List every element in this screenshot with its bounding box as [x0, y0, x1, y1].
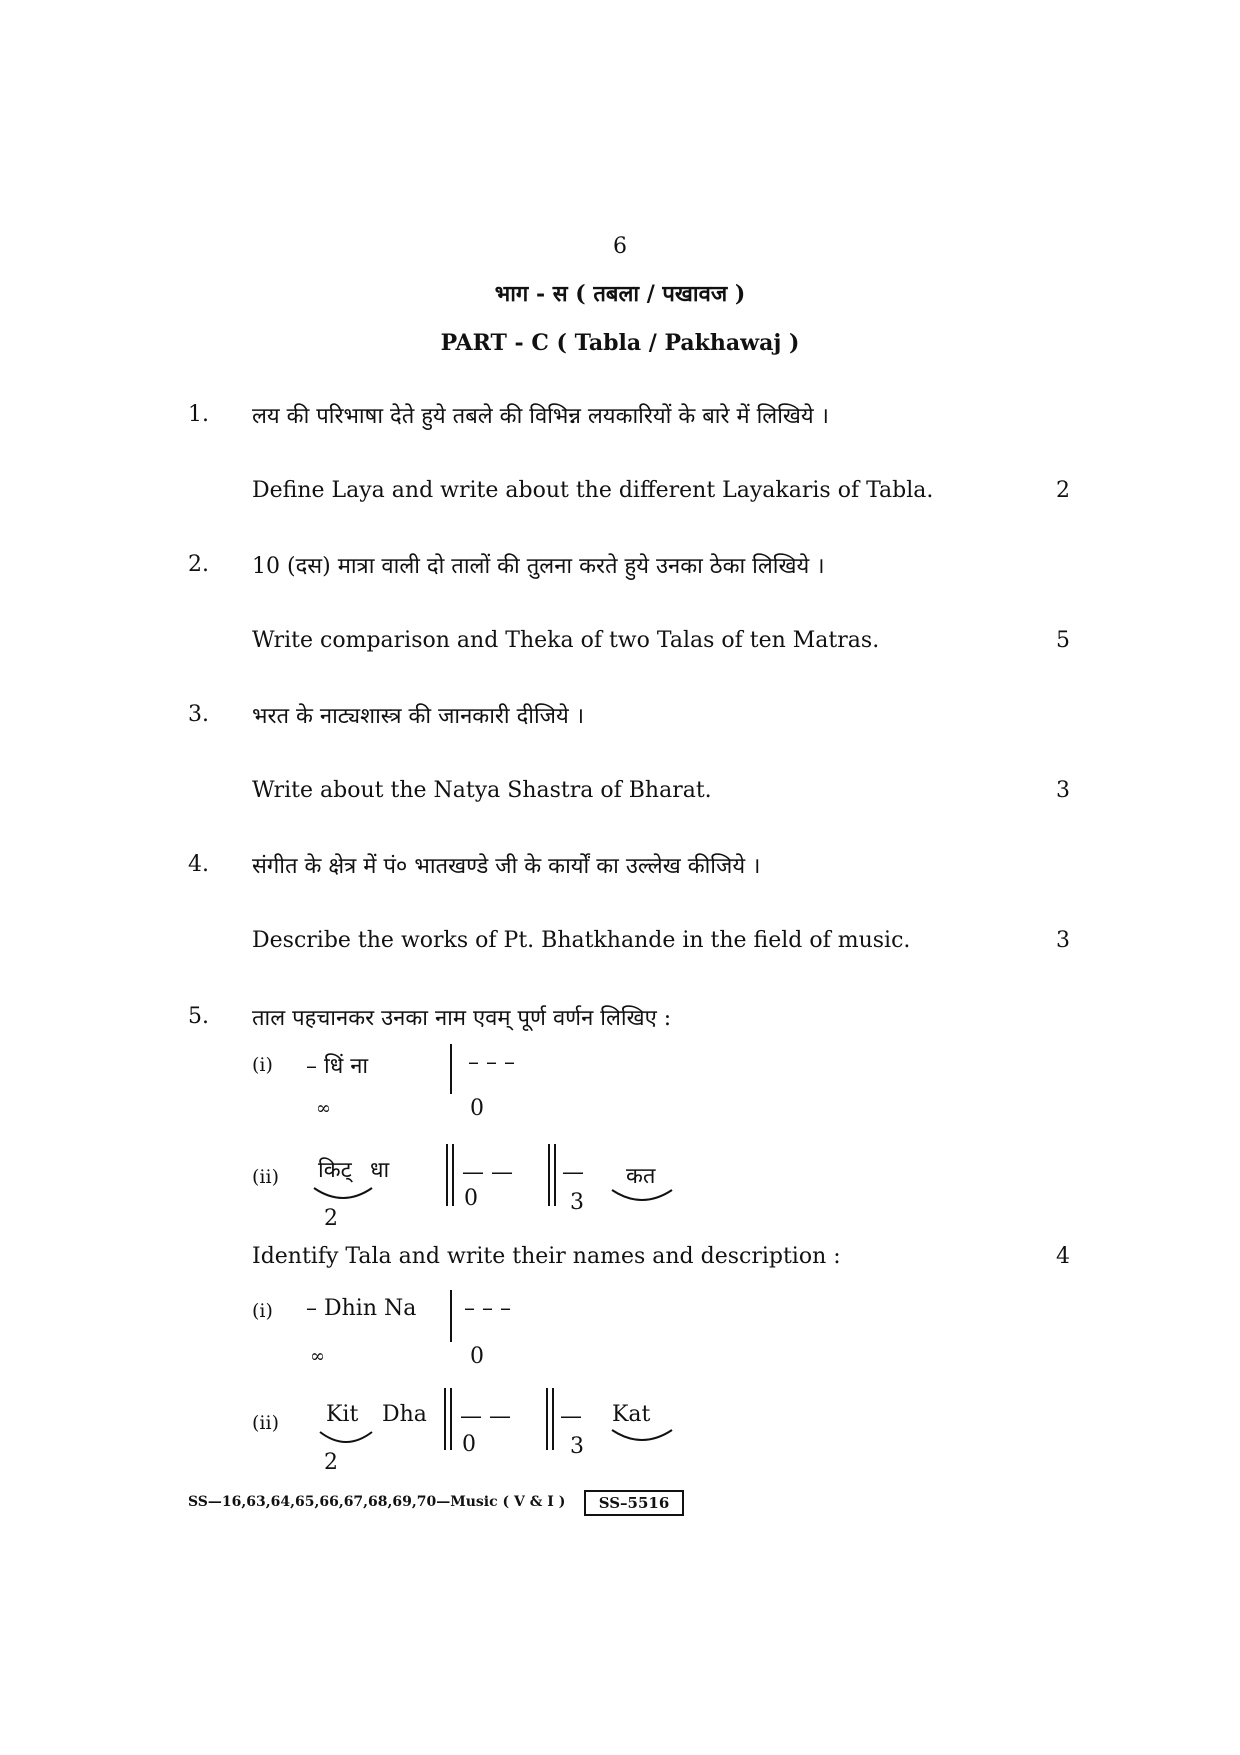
- vibhag-bar: [444, 1388, 446, 1450]
- question-number: 1.: [188, 402, 209, 427]
- tala-bol: Kat: [612, 1402, 651, 1427]
- bol-ligature-arc: [610, 1428, 674, 1446]
- footer-codes: SS—16,63,64,65,66,67,68,69,70—Music ( V & I ): [188, 1494, 566, 1510]
- tala-bols: — —: [460, 1404, 511, 1429]
- question-text-hindi: लय की परिभाषा देते हुये तबले की विभिन्न लयकारियों के बारे में लिखिये ।: [252, 404, 830, 429]
- tala-bol: किट्: [318, 1158, 352, 1183]
- vibhag-bar: [548, 1144, 550, 1206]
- tala-bol: Dha: [382, 1402, 427, 1427]
- tali-sign: 3: [570, 1434, 584, 1459]
- question-text-hindi: संगीत के क्षेत्र में पं० भातखण्डे जी के कार्यों का उल्लेख कीजिये ।: [252, 854, 761, 879]
- tala-bols: — —: [462, 1160, 513, 1185]
- tala-bols: —: [560, 1404, 582, 1429]
- sub-item-label: (i): [252, 1054, 273, 1076]
- question-text-hindi: ताल पहचानकर उनका नाम एवम् पूर्ण वर्णन लिखिए :: [252, 1006, 672, 1031]
- tala-bols: —: [562, 1160, 584, 1185]
- tala-bols: – Dhin Na: [306, 1296, 417, 1321]
- tala-bol: Kit: [326, 1402, 359, 1427]
- tala-bols: – – –: [468, 1050, 515, 1075]
- question-number: 3.: [188, 702, 209, 727]
- question-number: 4.: [188, 852, 209, 877]
- bol-ligature-arc: [312, 1186, 374, 1204]
- tala-bols: – धिं ना: [306, 1054, 369, 1079]
- khali-sign: 0: [470, 1096, 484, 1121]
- tali-sign: 3: [570, 1190, 584, 1215]
- part-heading-english: PART - C ( Tabla / Pakhawaj ): [440, 330, 800, 356]
- khali-sign: 0: [464, 1186, 478, 1211]
- tali-sign: 2: [324, 1450, 338, 1475]
- tala-bol: कत: [626, 1164, 656, 1189]
- paper-code-box: SS–5516: [584, 1490, 684, 1516]
- sub-item-label: (i): [252, 1300, 273, 1322]
- question-text-english: Describe the works of Pt. Bhatkhande in the field of music.: [252, 928, 911, 953]
- vibhag-bar: [554, 1144, 556, 1206]
- tala-bol: धा: [370, 1158, 390, 1183]
- question-marks: 5: [1056, 628, 1070, 653]
- question-text-english: Define Laya and write about the different Layakaris of Tabla.: [252, 478, 934, 503]
- sam-sign: ∞: [310, 1346, 325, 1367]
- question-marks: 2: [1056, 478, 1070, 503]
- vibhag-bar: [452, 1144, 454, 1206]
- question-text-english: Write about the Natya Shastra of Bharat.: [252, 778, 712, 803]
- bol-ligature-arc: [318, 1430, 374, 1448]
- vibhag-bar: [446, 1144, 448, 1206]
- question-text-english: Write comparison and Theka of two Talas of ten Matras.: [252, 628, 880, 653]
- khali-sign: 0: [470, 1344, 484, 1369]
- tala-bols: – – –: [464, 1296, 511, 1321]
- page-number: 6: [613, 234, 627, 259]
- question-text-hindi: 10 (दस) मात्रा वाली दो तालों की तुलना करते हुये उनका ठेका लिखिये ।: [252, 554, 825, 579]
- bol-ligature-arc: [610, 1188, 674, 1206]
- vibhag-bar: [552, 1388, 554, 1450]
- vibhag-bar: [450, 1290, 452, 1342]
- question-text-english: Identify Tala and write their names and description :: [252, 1244, 841, 1269]
- question-number: 2.: [188, 552, 209, 577]
- sub-item-label: (ii): [252, 1412, 279, 1434]
- tali-sign: 2: [324, 1206, 338, 1231]
- part-heading-hindi: भाग - स ( तबला / पखावज ): [494, 281, 746, 307]
- vibhag-bar: [546, 1388, 548, 1450]
- sub-item-label: (ii): [252, 1166, 279, 1188]
- question-marks: 4: [1056, 1244, 1070, 1269]
- question-number: 5.: [188, 1004, 209, 1029]
- khali-sign: 0: [462, 1432, 476, 1457]
- question-text-hindi: भरत के नाट्यशास्त्र की जानकारी दीजिये ।: [252, 704, 585, 729]
- question-marks: 3: [1056, 928, 1070, 953]
- sam-sign: ∞: [316, 1098, 331, 1119]
- vibhag-bar: [450, 1044, 452, 1094]
- vibhag-bar: [450, 1388, 452, 1450]
- question-marks: 3: [1056, 778, 1070, 803]
